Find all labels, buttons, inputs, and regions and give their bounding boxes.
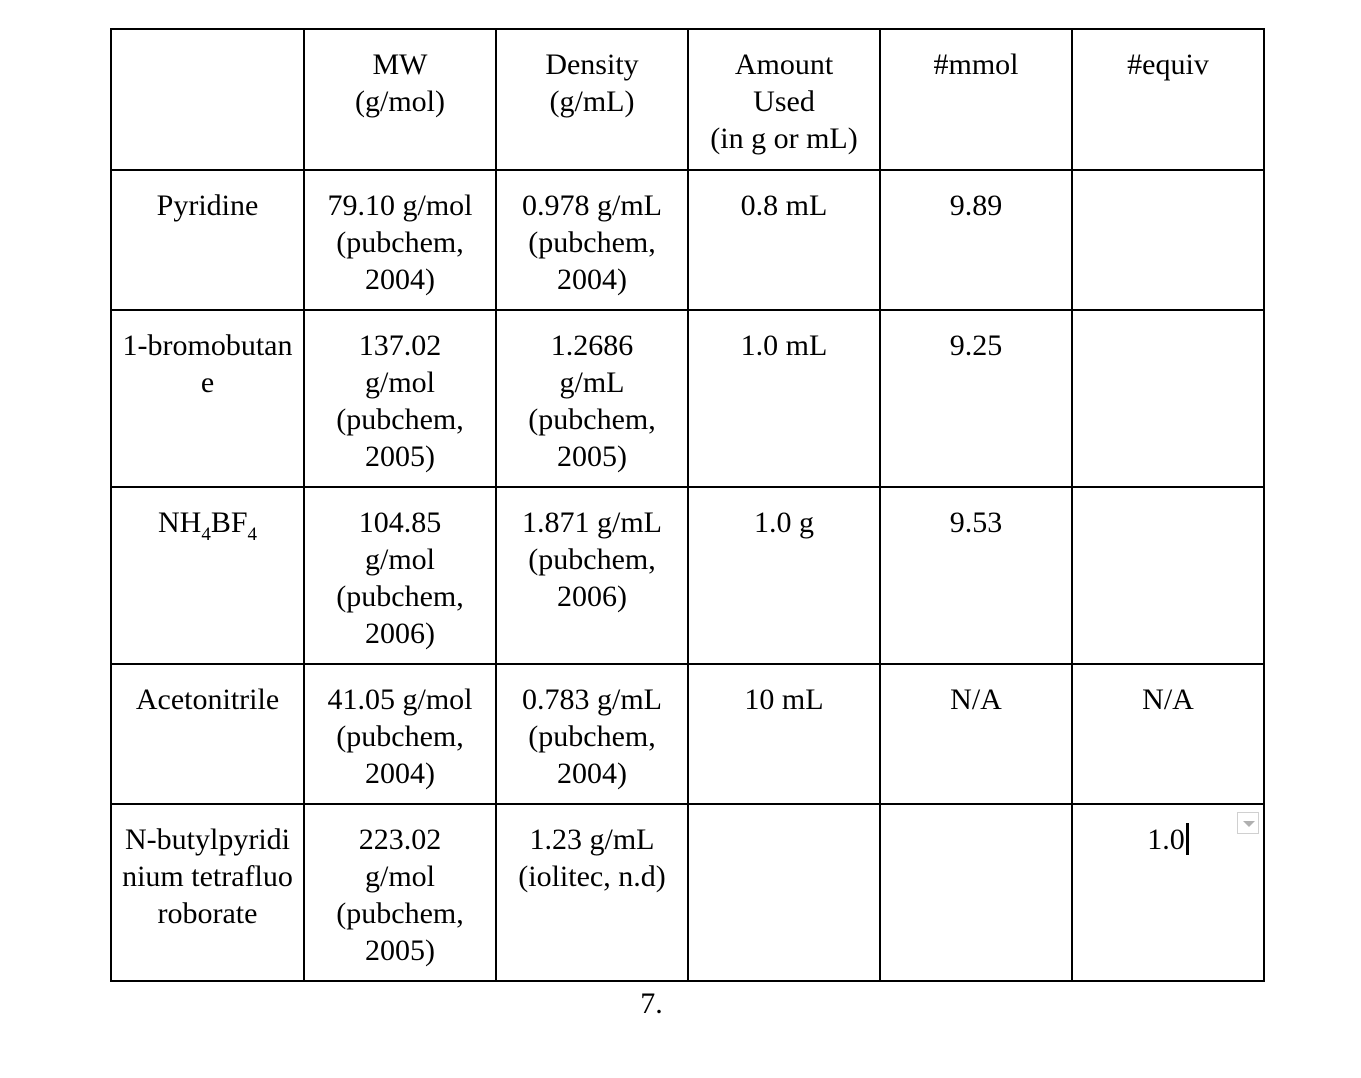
mw-cell[interactable]: 79.10 g/mol (pubchem, 2004) <box>304 170 496 310</box>
mmol-cell[interactable]: 9.89 <box>880 170 1072 310</box>
equiv-value: 1.0 <box>1147 823 1185 856</box>
amount-cell[interactable]: 10 mL <box>688 664 880 804</box>
chevron-down-icon[interactable] <box>1237 812 1259 834</box>
formula-text: NH <box>157 506 202 539</box>
compound-cell[interactable] <box>111 487 304 664</box>
amount-cell[interactable]: 0.8 mL <box>688 170 880 310</box>
mw-cell[interactable]: 104.85 g/mol (pubchem, 2006) <box>304 487 496 664</box>
header-cell-density[interactable]: Density (g/mL) <box>496 29 688 170</box>
equiv-cell[interactable]: N/A <box>1072 664 1264 804</box>
amount-cell[interactable]: 1.0 g <box>688 487 880 664</box>
mmol-cell[interactable]: N/A <box>880 664 1072 804</box>
mw-cell[interactable]: 137.02 g/mol (pubchem, 2005) <box>304 310 496 487</box>
header-cell-mmol[interactable]: #mmol <box>880 29 1072 170</box>
density-cell[interactable]: 0.783 g/mL (pubchem, 2004) <box>496 664 688 804</box>
reagent-table <box>110 28 1265 982</box>
header-cell-mw[interactable]: MW (g/mol) <box>304 29 496 170</box>
density-cell[interactable]: 1.871 g/mL (pubchem, 2006) <box>496 487 688 664</box>
table-header-row <box>111 29 1264 170</box>
equiv-cell[interactable] <box>1072 487 1264 664</box>
amount-cell[interactable] <box>688 804 880 981</box>
text-cursor <box>1186 823 1189 855</box>
density-cell[interactable]: 1.23 g/mL (iolitec, n.d) <box>496 804 688 981</box>
table-row <box>111 487 1264 664</box>
mmol-cell[interactable]: 9.25 <box>880 310 1072 487</box>
header-cell-empty[interactable] <box>111 29 304 170</box>
table-row <box>111 310 1264 487</box>
compound-cell[interactable]: Acetonitrile <box>111 664 304 804</box>
formula-subscript: 4 <box>247 524 258 545</box>
compound-cell[interactable]: 1-bromobutane <box>111 310 304 487</box>
table-row <box>111 804 1264 981</box>
density-cell[interactable]: 0.978 g/mL (pubchem, 2004) <box>496 170 688 310</box>
header-cell-equiv[interactable]: #equiv <box>1072 29 1264 170</box>
page-number: 7. <box>640 987 663 1020</box>
table-row <box>111 170 1264 310</box>
equiv-cell[interactable] <box>1072 170 1264 310</box>
compound-cell[interactable]: N-butylpyridinium tetrafluoroborate <box>111 804 304 981</box>
density-cell[interactable]: 1.2686 g/mL (pubchem, 2005) <box>496 310 688 487</box>
table-row <box>111 664 1264 804</box>
header-cell-amount[interactable]: Amount Used (in g or mL) <box>688 29 880 170</box>
formula-text: BF <box>210 506 248 539</box>
mmol-cell[interactable]: 9.53 <box>880 487 1072 664</box>
mw-cell[interactable]: 41.05 g/mol (pubchem, 2004) <box>304 664 496 804</box>
equiv-cell-active[interactable] <box>1072 804 1264 981</box>
equiv-cell[interactable] <box>1072 310 1264 487</box>
mmol-cell[interactable] <box>880 804 1072 981</box>
mw-cell[interactable]: 223.02 g/mol (pubchem, 2005) <box>304 804 496 981</box>
amount-cell[interactable]: 1.0 mL <box>688 310 880 487</box>
compound-cell[interactable]: Pyridine <box>111 170 304 310</box>
formula-subscript: 4 <box>201 524 211 545</box>
